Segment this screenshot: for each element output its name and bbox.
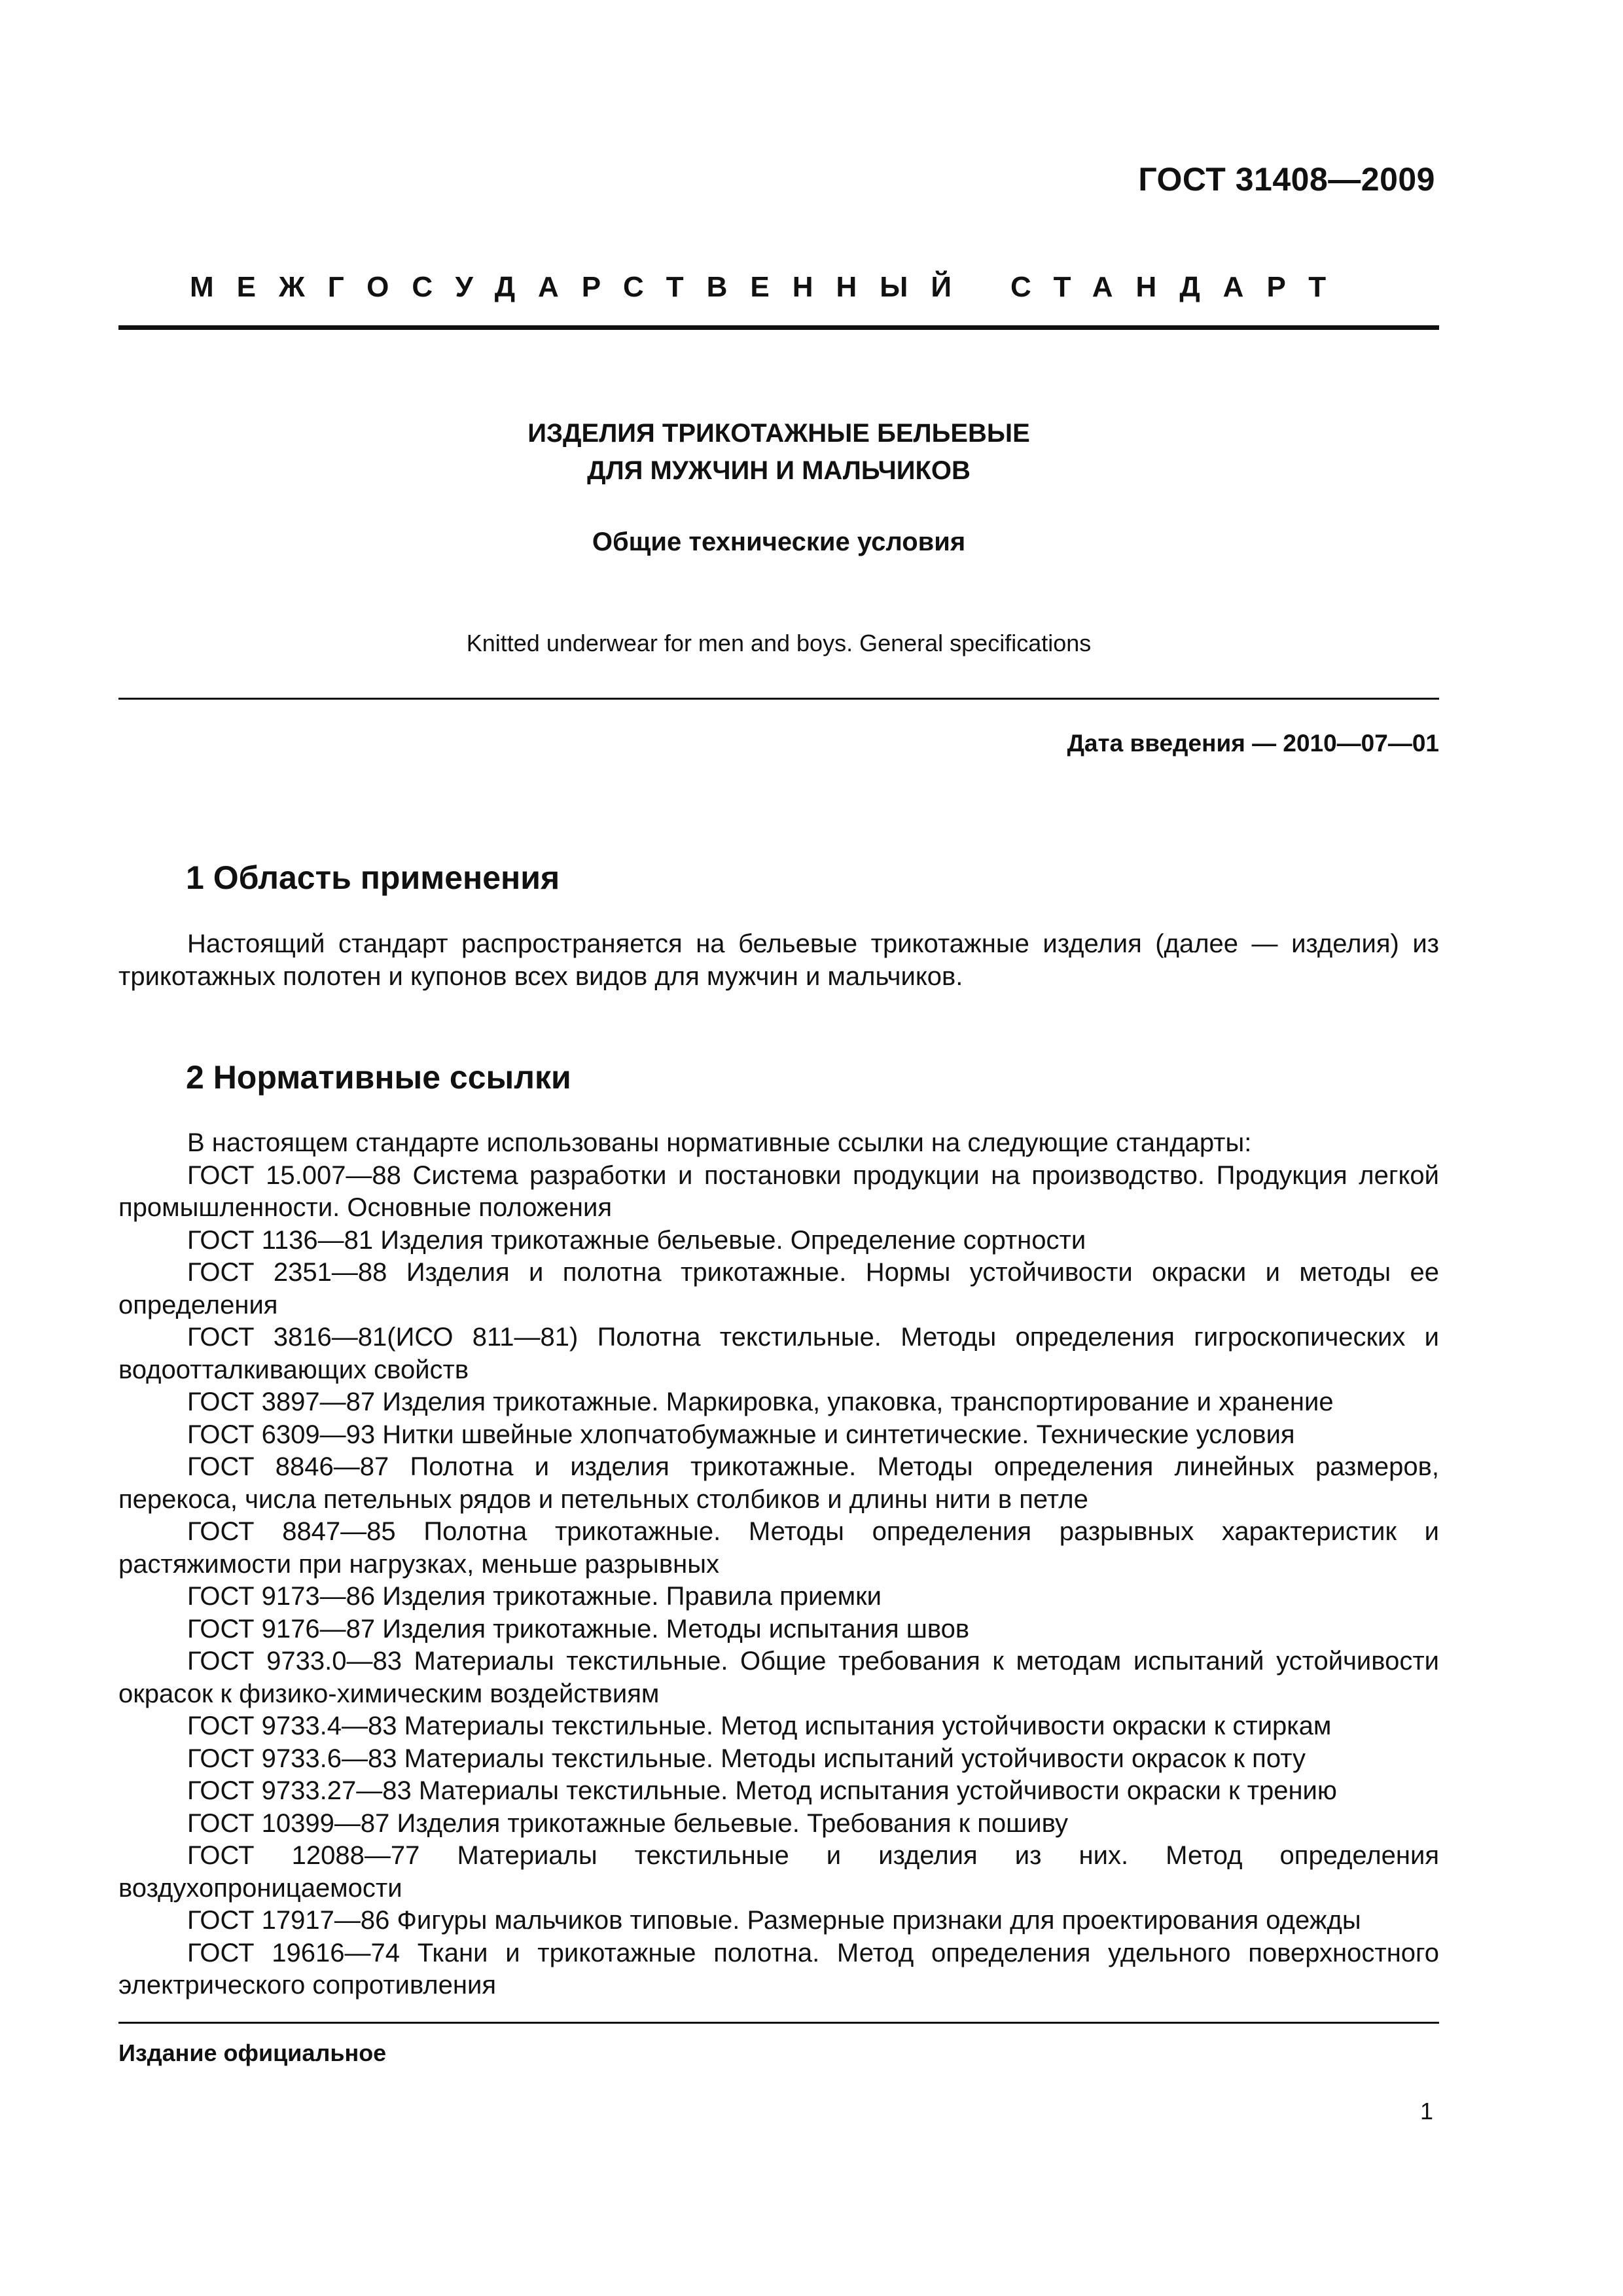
reference-item: ГОСТ 19616—74 Ткани и трикотажные полотна. Метод определения удельного поверхностного электрического сопротивления: [118, 1938, 1439, 2000]
reference-item: ГОСТ 8847—85 Полотна трикотажные. Методы определения разрывных характеристик и растяжимости при нагрузках, меньше разрывных: [118, 1517, 1439, 1579]
reference-item: ГОСТ 1136—81 Изделия трикотажные бельевые. Определение сортности: [187, 1225, 1086, 1255]
standard-type-label: [190, 271, 1349, 304]
reference-item: ГОСТ 2351—88 Изделия и полотна трикотажные. Нормы устойчивости окраски и методы ее определения: [118, 1258, 1439, 1319]
reference-item: ГОСТ 9733.4—83 Материалы текстильные. Метод испытания устойчивости окраски к стиркам: [187, 1712, 1332, 1740]
reference-item: ГОСТ 9733.0—83 Материалы текстильные. Общие требования к методам испытаний устойчивости окрасок к физико-химическим воздействиям: [118, 1647, 1439, 1708]
reference-item: ГОСТ 9173—86 Изделия трикотажные. Правила приемки: [187, 1582, 882, 1611]
reference-item: ГОСТ 9733.27—83 Материалы текстильные. Метод испытания устойчивости окраски к трению: [187, 1776, 1337, 1805]
document-subtitle: Общие технические условия: [592, 528, 966, 556]
references-list: [118, 1127, 1439, 2002]
section-1-body: [118, 928, 1439, 993]
official-edition-label: Издание официальное: [118, 2039, 387, 2066]
reference-item: ГОСТ 12088—77 Материалы текстильные и изделия из них. Метод определения воздухопроницаемости: [118, 1841, 1439, 1903]
section-1-paragraph: Настоящий стандарт распространяется на бельевые трикотажные изделия (далее — изделия) из трикотажных полотен и купонов всех видов для мужчин и мальчиков.: [118, 929, 1439, 991]
section-1-heading: 1 Область применения: [186, 859, 560, 896]
document-title-line1: ИЗДЕЛИЯ ТРИКОТАЖНЫЕ БЕЛЬЕВЫЕ: [527, 419, 1030, 448]
title-rule: [118, 698, 1439, 700]
reference-item: ГОСТ 15.007—88 Система разработки и постановки продукции на производство. Продукция легкой промышленности. Основные положения: [118, 1160, 1439, 1222]
standard-type-word1: МЕЖГОСУДАРСТВЕННЫЙ: [190, 271, 974, 303]
section-2-heading: 2 Нормативные ссылки: [186, 1059, 571, 1096]
reference-item: ГОСТ 17917—86 Фигуры мальчиков типовые. Размерные признаки для проектирования одежды: [187, 1906, 1361, 1935]
standard-type-word2: СТАНДАРТ: [1010, 271, 1349, 303]
reference-item: ГОСТ 8846—87 Полотна и изделия трикотажные. Методы определения линейных размеров, перекоса, числа петельных рядов и петельных столбиков и длины нити в петле: [118, 1452, 1439, 1514]
reference-item: ГОСТ 9176—87 Изделия трикотажные. Методы испытания швов: [187, 1614, 970, 1643]
reference-item: ГОСТ 3816—81(ИСО 811—81) Полотна текстильные. Методы определения гигроскопических и водоотталкивающих свойств: [118, 1323, 1439, 1384]
reference-item: ГОСТ 3897—87 Изделия трикотажные. Маркировка, упаковка, транспортирование и хранение: [187, 1388, 1334, 1416]
page-number: 1: [1419, 2098, 1433, 2125]
english-title: Knitted underwear for men and boys. General specifications: [466, 630, 1092, 656]
reference-item: ГОСТ 9733.6—83 Материалы текстильные. Методы испытаний устойчивости окрасок к поту: [187, 1744, 1306, 1773]
gost-number: ГОСТ 31408—2009: [1138, 161, 1435, 198]
header-rule: [118, 325, 1439, 330]
reference-item: ГОСТ 6309—93 Нитки швейные хлопчатобумажные и синтетические. Технические условия: [187, 1420, 1295, 1449]
reference-item: ГОСТ 10399—87 Изделия трикотажные бельевые. Требования к пошиву: [187, 1808, 1068, 1838]
references-intro: В настоящем стандарте использованы нормативные ссылки на следующие стандарты:: [187, 1128, 1252, 1157]
document-title-line2: ДЛЯ МУЖЧИН И МАЛЬЧИКОВ: [587, 456, 971, 485]
introduction-date: Дата введения — 2010—07—01: [1067, 730, 1439, 757]
footer-rule: [118, 2022, 1439, 2024]
